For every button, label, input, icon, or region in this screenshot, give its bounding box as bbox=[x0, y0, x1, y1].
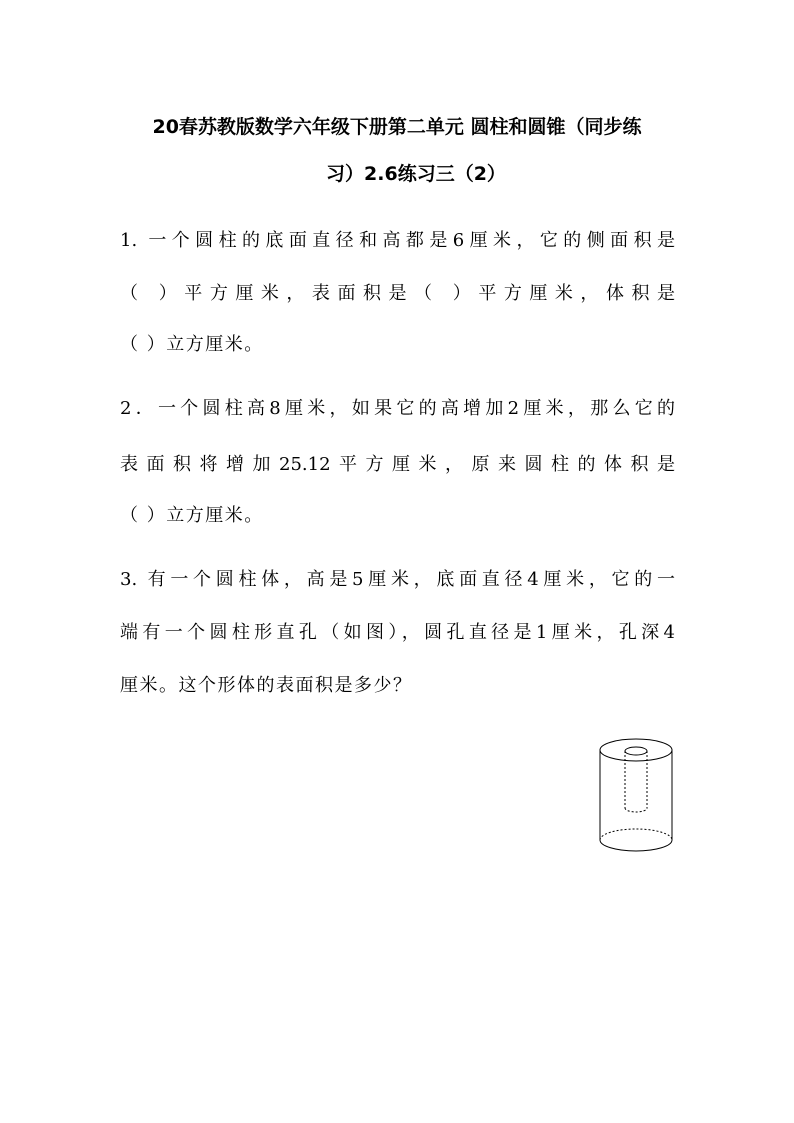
document-title-line-1: 20春苏教版数学六年级下册第二单元 圆柱和圆锥（同步练 bbox=[152, 116, 642, 138]
question-1-line-1: 1. 一个圆柱的底面直径和高都是6厘米，它的侧面积是 bbox=[120, 230, 675, 251]
question-3-line-1: 3. 有一个圆柱体，高是5厘米，底面直径4厘米，它的一 bbox=[120, 569, 675, 590]
cylinder-bottom-back-arc bbox=[600, 829, 672, 840]
cylinder-with-hole-figure bbox=[596, 736, 676, 856]
document-title-line-2: 习）2.6练习三（2） bbox=[326, 163, 506, 185]
question-3-line-3: 厘米。这个形体的表面积是多少？ bbox=[120, 675, 413, 696]
question-2-line-1: 2．一个圆柱高8厘米，如果它的高增加2厘米，那么它的 bbox=[120, 398, 675, 419]
hole-bottom-arc bbox=[625, 808, 647, 812]
question-2-line-3: （ ）立方厘米。 bbox=[120, 505, 264, 526]
hole-top-ellipse bbox=[625, 747, 647, 755]
question-1-line-3: （ ）立方厘米。 bbox=[120, 334, 264, 355]
cylinder-top-ellipse bbox=[600, 739, 672, 761]
question-1-line-2: （ ）平方厘米，表面积是（ ）平方厘米，体积是 bbox=[120, 283, 675, 304]
cylinder-bottom-front-arc bbox=[600, 840, 672, 851]
question-3-line-2: 端有一个圆柱形直孔（如图），圆孔直径是1厘米，孔深4 bbox=[120, 622, 675, 643]
question-2-line-2: 表面积将增加25.12平方厘米，原来圆柱的体积是 bbox=[120, 454, 675, 475]
